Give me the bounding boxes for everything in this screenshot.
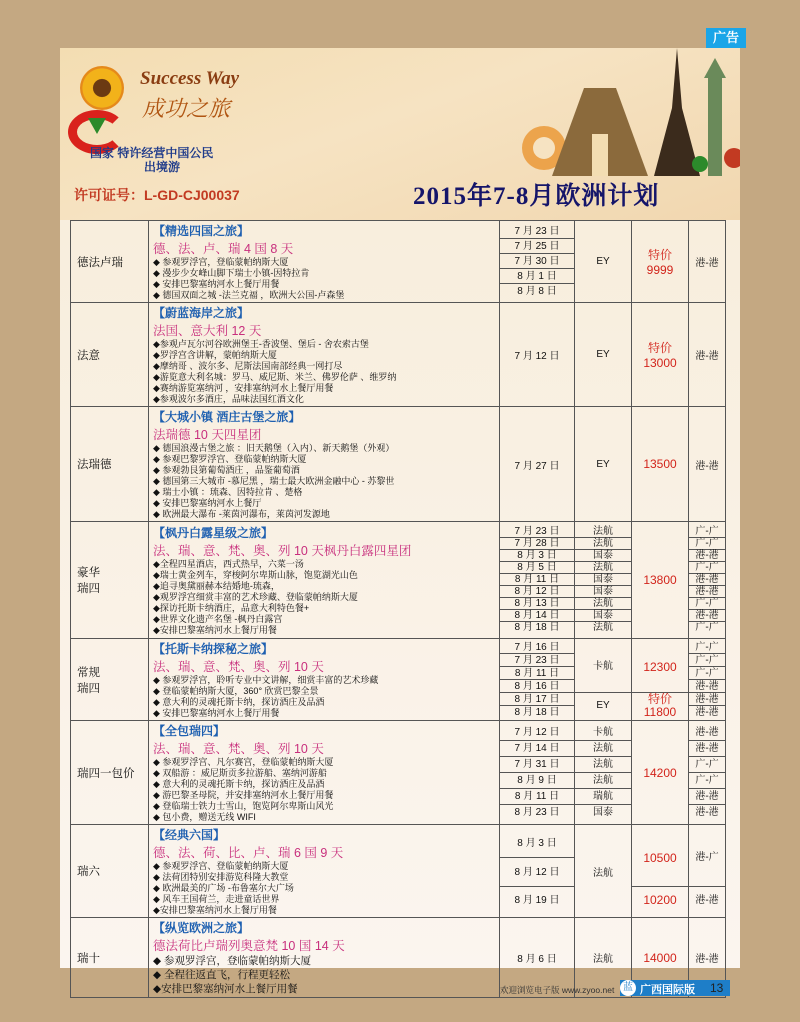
airline-cell: EY: [575, 221, 632, 303]
price-cell: [632, 825, 689, 918]
route: 港-港: [689, 693, 725, 706]
footer-brand: 广西国际版: [640, 984, 695, 996]
departure-date: 8 月 9 日: [500, 773, 574, 789]
departure-date: 8 月 13 日: [500, 598, 574, 610]
departure-date: 8 月 18 日: [514, 706, 560, 718]
price-value: 13800: [632, 522, 689, 639]
route: 广-广: [689, 773, 725, 789]
dates-cell: [500, 825, 575, 918]
destination-cell: 瑞六: [71, 825, 149, 918]
route: 港-港: [695, 806, 719, 818]
landmarks-illustration: [464, 48, 740, 176]
tour-name: 【全包瑞四】: [153, 724, 226, 738]
header-banner: [60, 48, 740, 220]
tour-highlight: ◆ 安排巴黎塞纳河水上餐厅: [153, 498, 262, 508]
itinerary-cell: [149, 303, 500, 407]
airline-cell: EY: [575, 407, 632, 522]
dates-cell: [500, 522, 575, 639]
tour-name: 【经典六国】: [153, 828, 226, 842]
departure-date: 8 月 8 日: [517, 286, 557, 297]
tour-highlight: ◆ 全程往返直飞，行程更轻松: [153, 969, 290, 981]
tour-highlight: ◆安排巴黎塞纳河水上餐厅用餐: [153, 905, 277, 915]
tour-highlight: ◆世界文化遗产名堡 -枫丹白露宫: [153, 614, 283, 624]
tour-table: [70, 220, 726, 998]
tour-highlight: ◆ 参观罗浮宫、凡尔赛宫，登临蒙帕纳斯大厦: [153, 757, 334, 767]
route: 港-港: [689, 574, 725, 586]
route: 港-港: [689, 789, 725, 805]
destination-line: 常规: [77, 666, 100, 679]
departure-date: 8 月 23 日: [514, 806, 560, 818]
ad-tag: 广告: [706, 28, 746, 48]
route: 港-港: [689, 586, 725, 598]
tour-highlight: ◆ 安排巴黎塞纳河水上餐厅用餐: [153, 708, 280, 718]
tour-highlight: ◆ 安排巴黎塞纳河水上餐厅用餐: [153, 279, 280, 289]
tour-highlight: ◆ 登临蒙帕纳斯大厦，360° 欣赏巴黎全景: [153, 686, 319, 696]
footer-url[interactable]: 欢迎浏览电子版 www.zyoo.net: [500, 985, 615, 995]
departure-date: 7 月 28 日: [500, 538, 574, 550]
departure-date: 8 月 11 日: [500, 789, 574, 805]
price-value: 10200: [643, 892, 677, 907]
table-row: [71, 303, 726, 407]
brand-badge-icon: 蓝: [620, 980, 636, 996]
tour-highlight: ◆安排巴黎塞纳河水上餐厅用餐: [153, 625, 277, 635]
airline: EY: [596, 699, 610, 711]
airline: 卡航: [575, 641, 631, 693]
route: 广-广: [695, 622, 719, 633]
route: 广-广: [689, 538, 725, 550]
brand-cn: 成功之旅: [142, 96, 231, 121]
departure-date: 7 月 23 日: [500, 654, 574, 667]
departure-date: 8 月 3 日: [500, 550, 574, 562]
tour-highlight: ◆ 漫步少女峰山脚下瑞士小镇-因特拉肯: [153, 268, 310, 278]
price-value: 10500: [632, 829, 688, 887]
itinerary-cell: [149, 721, 500, 825]
airline: 法航: [575, 526, 631, 538]
tour-highlight: ◆ 参观罗浮宫，聆听专业中文讲解，细赏丰富的艺术珍藏: [153, 675, 379, 685]
tour-name: 【纵览欧洲之旅】: [153, 921, 250, 935]
tour-highlight: ◆观罗浮宫细赏丰富的艺术珍藏、登临蒙帕纳斯大厦: [153, 592, 358, 602]
departure-date: 7 月 30 日: [500, 254, 574, 269]
tour-highlight: ◆ 双船游 ：威尼斯贡多拉游船、塞纳河游船: [153, 768, 327, 778]
tour-highlight: ◆ 参观罗浮宫、登临蒙帕纳斯大厦: [153, 861, 289, 871]
price-label: 特价: [647, 248, 672, 262]
price-value: 14000: [632, 918, 689, 998]
price-cell: [632, 303, 689, 407]
airline: 瑞航: [575, 789, 631, 805]
route: 广-广: [689, 641, 725, 654]
departure-date: 7 月 14 日: [500, 741, 574, 757]
route: 广-广: [689, 526, 725, 538]
airline: 国泰: [575, 610, 631, 622]
table-row: [71, 522, 726, 639]
destination-line: 豪华: [77, 567, 100, 579]
tour-highlight: ◆ 欧洲最大瀑布 -莱茵河瀑布，莱茵河发源地: [153, 509, 330, 519]
route: 港-港: [695, 706, 719, 718]
airline: 法航: [575, 538, 631, 550]
airline: 国泰: [575, 550, 631, 562]
route: 港-港: [689, 550, 725, 562]
destination-cell: [71, 522, 149, 639]
routes-cell: [689, 639, 726, 721]
route: 港-港: [689, 741, 725, 757]
license-line1: 国家 特许经营中国公民: [90, 146, 214, 160]
routes-cell: [689, 721, 726, 825]
itinerary-cell: [149, 221, 500, 303]
tour-subtitle: 德法荷比卢瑞列奥意梵 10 国 14 天: [153, 939, 345, 953]
statue-of-liberty-icon: [708, 78, 722, 176]
route: 广-广: [689, 562, 725, 574]
price-value: 12300: [632, 641, 688, 693]
page-title: 2015年7-8月欧洲计划: [413, 183, 660, 210]
departure-date: 8 月 16 日: [500, 680, 574, 693]
tour-highlight: ◆安排巴黎塞纳河水上餐厅用餐: [153, 983, 298, 995]
airlines-cell: [575, 639, 632, 721]
tour-highlight: ◆ 德国双面之城 -法兰克福 ，欧洲大公国-卢森堡: [153, 290, 345, 300]
tour-subtitle: 法、瑞、意、梵、奥、列 10 天枫丹白露四星团: [153, 544, 412, 558]
tour-highlight: ◆ 参观勃艮第葡萄酒庄 ，品鉴葡萄酒: [153, 465, 300, 475]
itinerary-cell: [149, 918, 500, 998]
license-number: 许可证号：L-GD-CJ00037: [74, 187, 240, 203]
airline: 法航: [575, 773, 631, 789]
price-cell: [632, 639, 689, 721]
tour-name: 【蔚蓝海岸之旅】: [153, 306, 250, 320]
tour-name: 【托斯卡纳探秘之旅】: [153, 642, 274, 656]
airline-cell: 法航: [575, 825, 632, 918]
tour-highlight: ◆ 风车王国荷兰，走进童话世界: [153, 894, 280, 904]
license-line2: 出境游: [144, 160, 181, 174]
price-value: 13000: [643, 356, 677, 370]
airline-cell: EY: [575, 303, 632, 407]
price-value: 13500: [632, 407, 689, 522]
tour-highlight: ◆追寻奥黛丽赫本结婚地-琉森，: [153, 581, 280, 591]
price-value: 14200: [632, 721, 689, 825]
page-number: 13: [710, 981, 724, 995]
tour-highlight: ◆ 意大利的灵魂托斯卡纳，探访酒庄及品酒: [153, 779, 325, 789]
airline: 国泰: [593, 806, 613, 818]
tour-highlight: ◆ 法荷团特别安排游览科隆大教堂: [153, 872, 289, 882]
airline: 国泰: [575, 586, 631, 598]
itinerary-cell: [149, 407, 500, 522]
airline: 法航: [575, 598, 631, 610]
departure-date: 7 月 23 日: [500, 224, 574, 239]
departure-date: 7 月 31 日: [500, 757, 574, 773]
airline: 法航: [575, 562, 631, 574]
tour-highlight: ◆ 德国浪漫古堡之旅 ：旧天鹅堡（入内）、新天鹅堡（外观）: [153, 443, 395, 453]
airline: 法航: [593, 622, 613, 633]
airline: 卡航: [575, 725, 631, 741]
route-cell: 港-港: [689, 918, 726, 998]
table-row: [71, 221, 726, 303]
price-value: 11800: [643, 704, 677, 719]
table-row: [71, 407, 726, 522]
itinerary-cell: [149, 522, 500, 639]
route-cell: 港-港: [689, 407, 726, 522]
tour-highlight: ◆ 登临瑞士铁力士雪山，饱览阿尔卑斯山风光: [153, 801, 334, 811]
tour-highlight: ◆摩纳哥 、波尔多、尼斯法国南部经典一网打尽: [153, 361, 343, 371]
tour-highlight: ◆ 德国第三大城市 -慕尼黑 ，瑞士最大欧洲金融中心 - 苏黎世: [153, 476, 395, 486]
footer: [470, 980, 740, 996]
airline: 法航: [575, 741, 631, 757]
destination-line: 瑞四: [77, 682, 100, 695]
price-label: 特价: [647, 341, 672, 355]
route-cell: 港-港: [689, 303, 726, 407]
tour-subtitle: 法、瑞、意、梵、奥、列 10 天: [153, 660, 324, 674]
tour-highlight: ◆ 欧洲最美的广场 -布鲁塞尔大广场: [153, 883, 294, 893]
tour-highlight: ◆罗浮宫含讲解，蒙帕纳斯大厦: [153, 350, 277, 360]
tour-highlight: ◆全程四星酒店，西式热早，六菜一汤: [153, 559, 304, 569]
routes-cell: [689, 522, 726, 639]
destination-cell: 瑞十: [71, 918, 149, 998]
price-label: 特价: [647, 691, 672, 706]
departure-date: 7 月 25 日: [500, 239, 574, 254]
departure-date: 8 月 5 日: [500, 562, 574, 574]
tour-highlight: ◆赛纳游览塞纳河 ，安排塞纳河水上餐厅用餐: [153, 383, 334, 393]
dates-cell: [500, 639, 575, 721]
tour-subtitle: 法国、意大利 12 天: [153, 324, 262, 338]
route: 港-港: [689, 610, 725, 622]
route: 广-广: [689, 667, 725, 680]
tour-highlight: ◆ 游巴黎圣母院，并安排塞纳河水上餐厅用餐: [153, 790, 334, 800]
tour-highlight: ◆ 包小费，赠送无线 WIFI: [153, 812, 256, 822]
tour-highlight: ◆瑞士黄金列车，穿梭阿尔卑斯山脉，饱览湖光山色: [153, 570, 358, 580]
sunflower-icon: [80, 66, 124, 110]
departure-date: 8 月 6 日: [500, 918, 575, 998]
departure-date: 8 月 3 日: [500, 829, 574, 858]
destination-cell: 德法卢瑞: [71, 221, 149, 303]
tour-name: 【大城小镇 酒庄古堡之旅】: [153, 410, 301, 424]
table-row: [71, 825, 726, 918]
airline-cell: 法航: [575, 918, 632, 998]
tour-name: 【枫丹白露星级之旅】: [153, 526, 274, 540]
route: 广-广: [689, 598, 725, 610]
departure-date: 7 月 23 日: [500, 526, 574, 538]
route: 港-广: [689, 829, 725, 887]
itinerary-cell: [149, 825, 500, 918]
route: 广-广: [689, 654, 725, 667]
routes-cell: [689, 825, 726, 918]
departure-date: 8 月 17 日: [500, 693, 574, 706]
departure-date: 8 月 19 日: [514, 894, 560, 906]
tour-highlight: ◆ 瑞士小镇 ：琉森、因特拉肯 、楚格: [153, 487, 303, 497]
tour-name: 【精选四国之旅】: [153, 224, 250, 238]
departure-date: 7 月 12 日: [500, 303, 575, 407]
destination-cell: 法意: [71, 303, 149, 407]
tour-highlight: ◆探访托斯卡纳酒庄，品意大利特色餐+: [153, 603, 310, 613]
price-cell: [632, 221, 689, 303]
dates-cell: [500, 221, 575, 303]
brand-en: Success Way: [140, 68, 240, 89]
tour-subtitle: 德、法、卢、瑞 4 国 8 天: [153, 242, 294, 256]
price-value: 9999: [646, 263, 674, 277]
table-row: [71, 639, 726, 721]
route: 港-港: [689, 680, 725, 693]
departure-date: 8 月 11 日: [500, 667, 574, 680]
tour-highlight: ◆ 参观罗浮宫，登临蒙帕纳斯大厦: [153, 955, 311, 967]
table-row: [71, 721, 726, 825]
tour-highlight: ◆参观波尔多酒庄，品味法国红酒文化: [153, 394, 304, 404]
departure-date: 8 月 12 日: [500, 586, 574, 598]
destination-cell: [71, 639, 149, 721]
tour-subtitle: 法、瑞、意、梵、奥、列 10 天: [153, 742, 324, 756]
destination-cell: 法瑞德: [71, 407, 149, 522]
airlines-cell: [575, 522, 632, 639]
airlines-cell: [575, 721, 632, 825]
departure-date: 7 月 16 日: [500, 641, 574, 654]
route: 广-广: [689, 757, 725, 773]
tour-highlight: ◆ 参观巴黎罗浮宫、登临蒙帕纳斯大厦: [153, 454, 307, 464]
route-cell: 港-港: [689, 221, 726, 303]
departure-date: 8 月 1 日: [500, 269, 574, 284]
itinerary-cell: [149, 639, 500, 721]
departure-date: 7 月 12 日: [500, 725, 574, 741]
tour-subtitle: 德、法、荷、比、卢、瑞 6 国 9 天: [153, 846, 344, 860]
tour-highlight: ◆游览意大利名城：罗马、威尼斯、米兰、佛罗伦萨 、维罗纳: [153, 372, 397, 382]
tour-highlight: ◆参观卢瓦尔河谷欧洲堡王-香波堡、堡后 - 舍农索古堡: [153, 339, 369, 349]
route: 港-港: [689, 725, 725, 741]
departure-date: 8 月 14 日: [500, 610, 574, 622]
airline: 国泰: [575, 574, 631, 586]
departure-date: 7 月 27 日: [500, 407, 575, 522]
destination-cell: 瑞四一包价: [71, 721, 149, 825]
tour-subtitle: 法瑞德 10 天四星团: [153, 428, 262, 442]
route: 港-港: [695, 894, 719, 906]
destination-line: 瑞四: [77, 583, 100, 595]
departure-date: 8 月 11 日: [500, 574, 574, 586]
eiffel-tower-icon: [654, 48, 700, 176]
departure-date: 8 月 18 日: [514, 622, 560, 633]
tour-highlight: ◆ 参观罗浮宫，登临蒙帕纳斯大厦: [153, 257, 289, 267]
airline: 法航: [575, 757, 631, 773]
departure-date: 8 月 12 日: [500, 858, 574, 887]
dates-cell: [500, 721, 575, 825]
tour-highlight: ◆ 意大利的灵魂托斯卡纳，探访酒庄及品酒: [153, 697, 325, 707]
